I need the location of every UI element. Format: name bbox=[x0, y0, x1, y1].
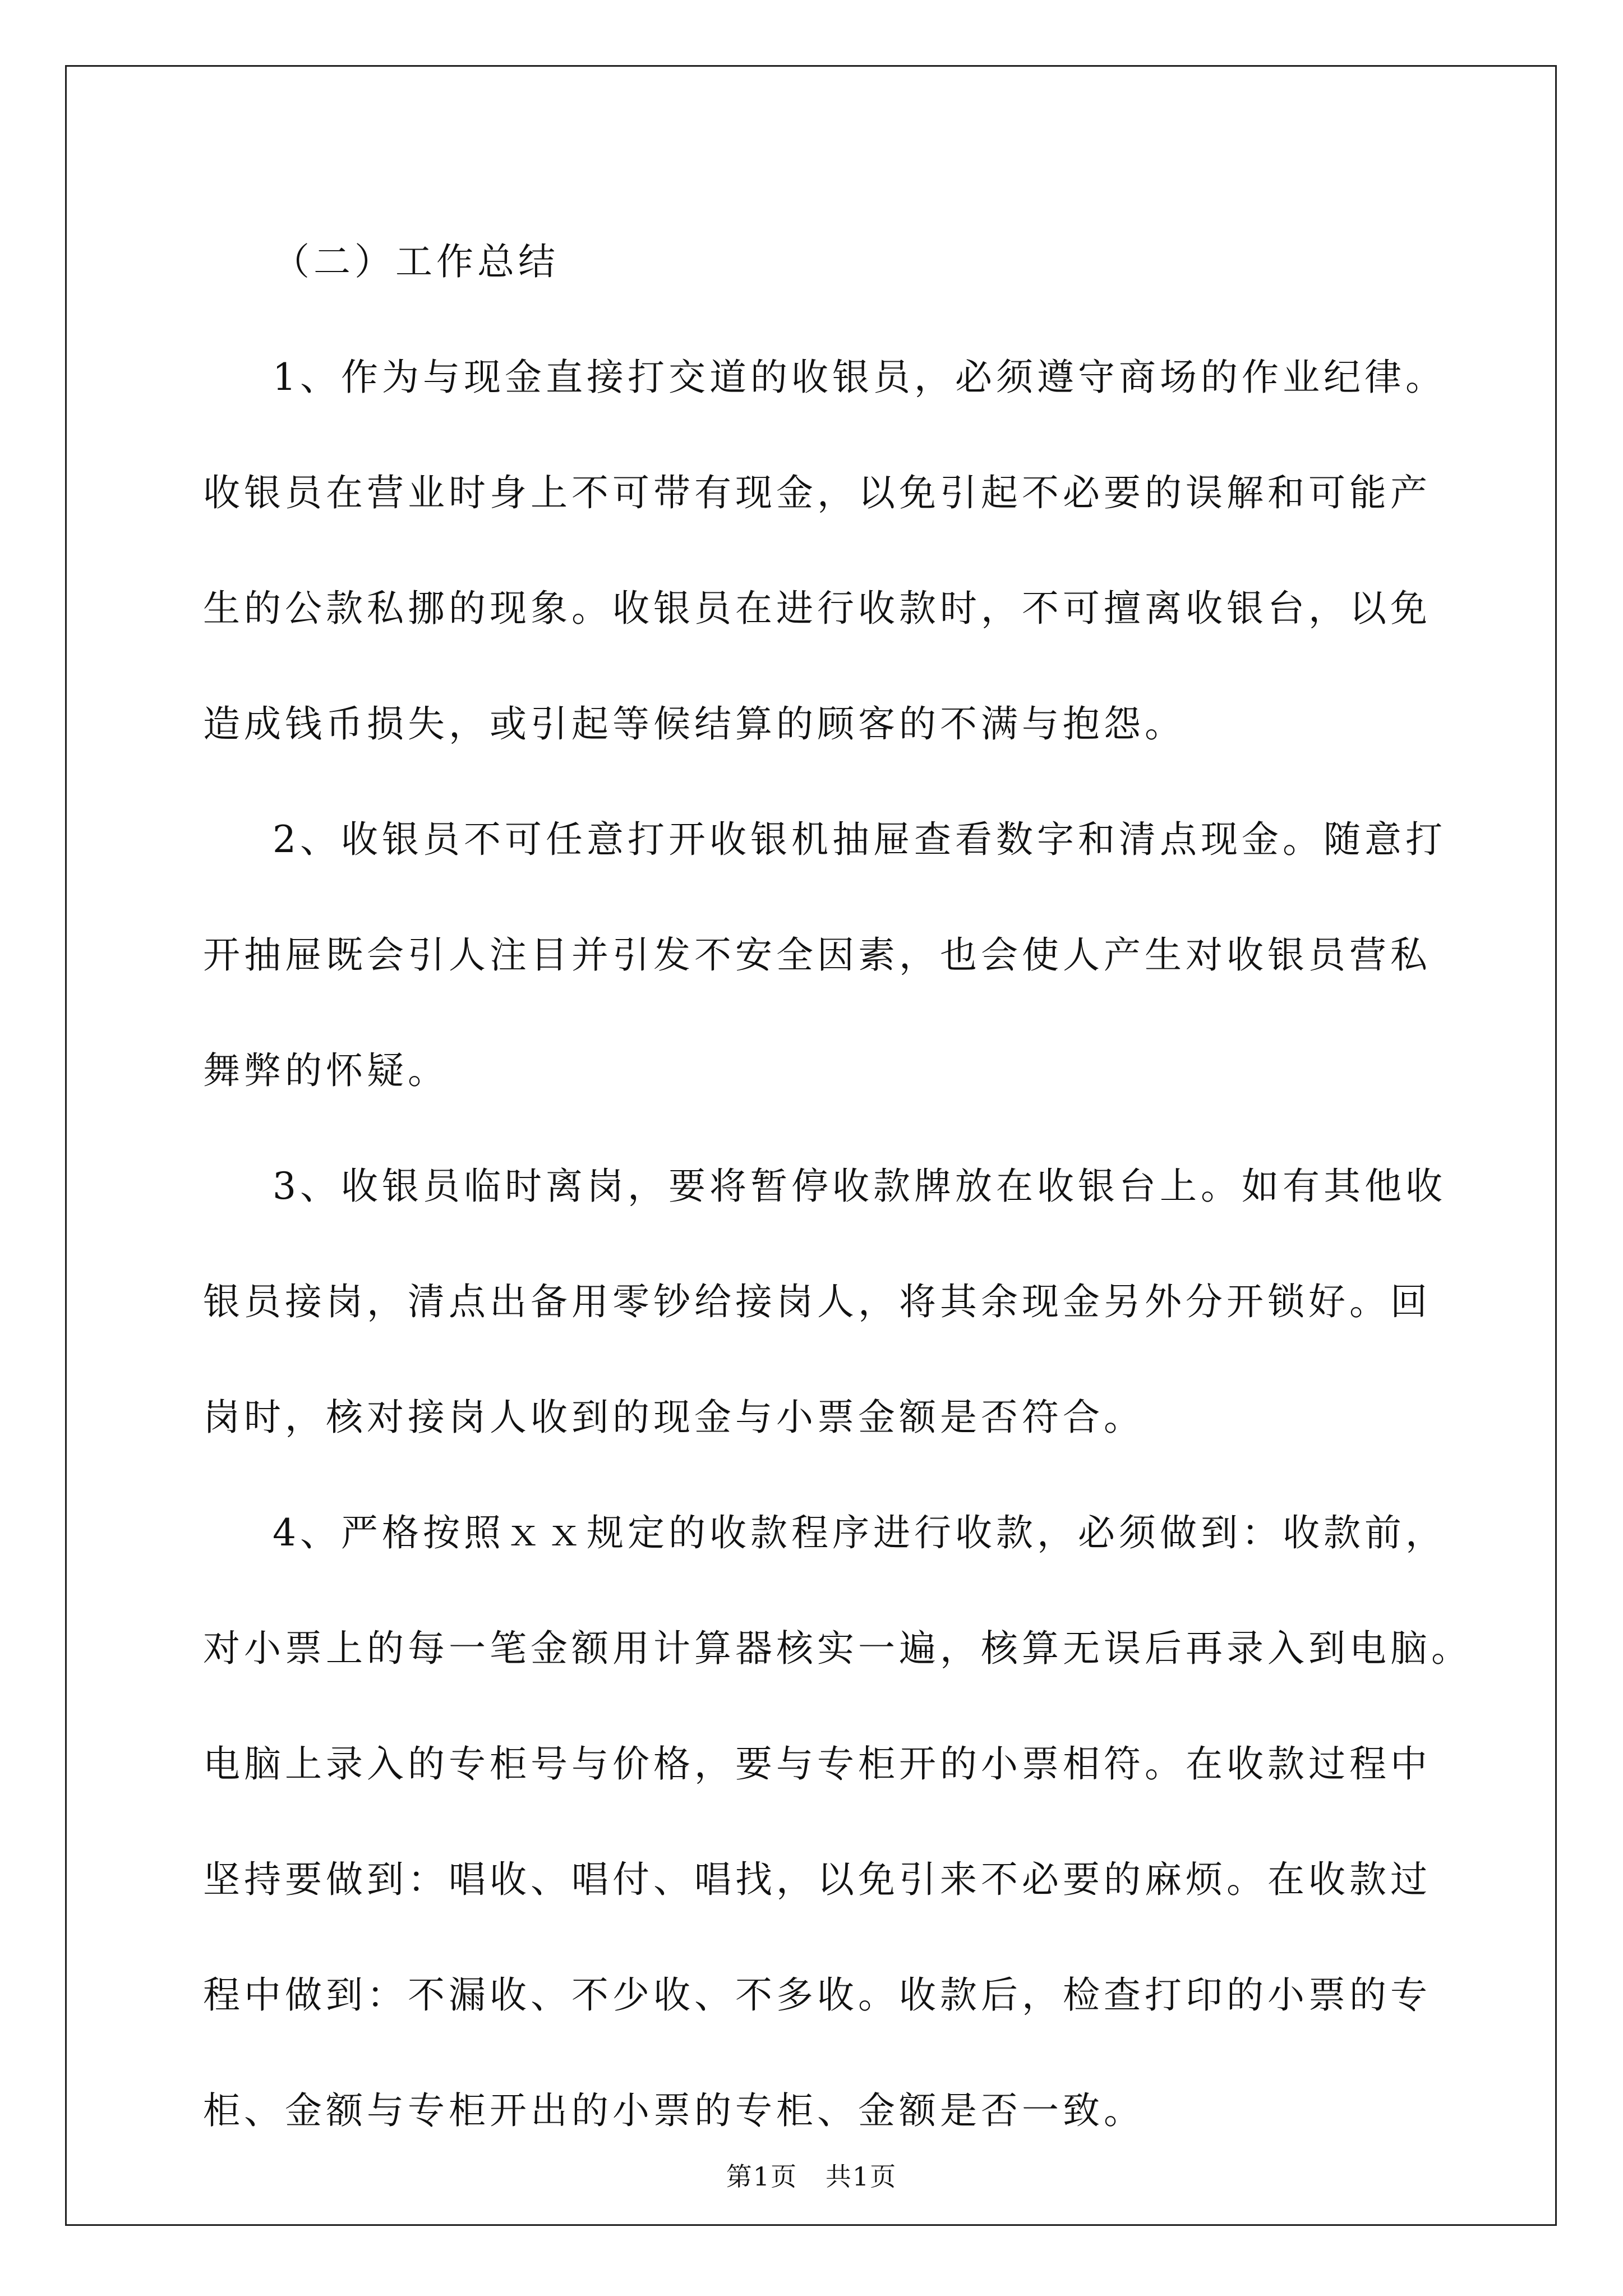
paragraph-line: 2、收银员不可任意打开收银机抽屉查看数字和清点现金。随意打 bbox=[273, 818, 1446, 861]
paragraph-line: 收银员在营业时身上不可带有现金，以免引起不必要的误解和可能产 bbox=[203, 471, 1431, 514]
paragraph-line: 银员接岗，清点出备用零钞给接岗人，将其余现金另外分开锁好。回 bbox=[203, 1280, 1431, 1323]
paragraph-line: 生的公款私挪的现象。收银员在进行收款时，不可擅离收银台，以免 bbox=[203, 587, 1431, 630]
paragraph-line: 4、严格按照ｘｘ规定的收款程序进行收款，必须做到：收款前， bbox=[273, 1511, 1446, 1554]
paragraph-line: 坚持要做到：唱收、唱付、唱找，以免引来不必要的麻烦。在收款过 bbox=[203, 1858, 1431, 1901]
document-body bbox=[203, 204, 1472, 2169]
paragraph-line: 电脑上录入的专柜号与价格，要与专柜开的小票相符。在收款过程中 bbox=[203, 1742, 1431, 1786]
page-footer: 第1页 共1页 bbox=[726, 2161, 897, 2192]
paragraph-line: 舞弊的怀疑。 bbox=[203, 1049, 449, 1092]
paragraph-line: 程中做到：不漏收、不少收、不多收。收款后，检查打印的小票的专 bbox=[203, 1973, 1431, 2017]
paragraph-line: 岗时，核对接岗人收到的现金与小票金额是否符合。 bbox=[203, 1396, 1145, 1439]
section-heading: （二）工作总结 bbox=[273, 240, 559, 283]
paragraph-line: 3、收银员临时离岗，要将暂停收款牌放在收银台上。如有其他收 bbox=[273, 1165, 1446, 1208]
paragraph-line: 开抽屉既会引人注目并引发不安全因素，也会使人产生对收银员营私 bbox=[203, 933, 1431, 977]
paragraph-line: 对小票上的每一笔金额用计算器核实一遍，核算无误后再录入到电脑。 bbox=[203, 1627, 1472, 1670]
paragraph-line: 柜、金额与专柜开出的小票的专柜、金额是否一致。 bbox=[203, 2089, 1145, 2132]
paragraph-line: 造成钱币损失，或引起等候结算的顾客的不满与抱怨。 bbox=[203, 702, 1186, 746]
paragraph-line: 1、作为与现金直接打交道的收银员，必须遵守商场的作业纪律。 bbox=[273, 356, 1446, 399]
